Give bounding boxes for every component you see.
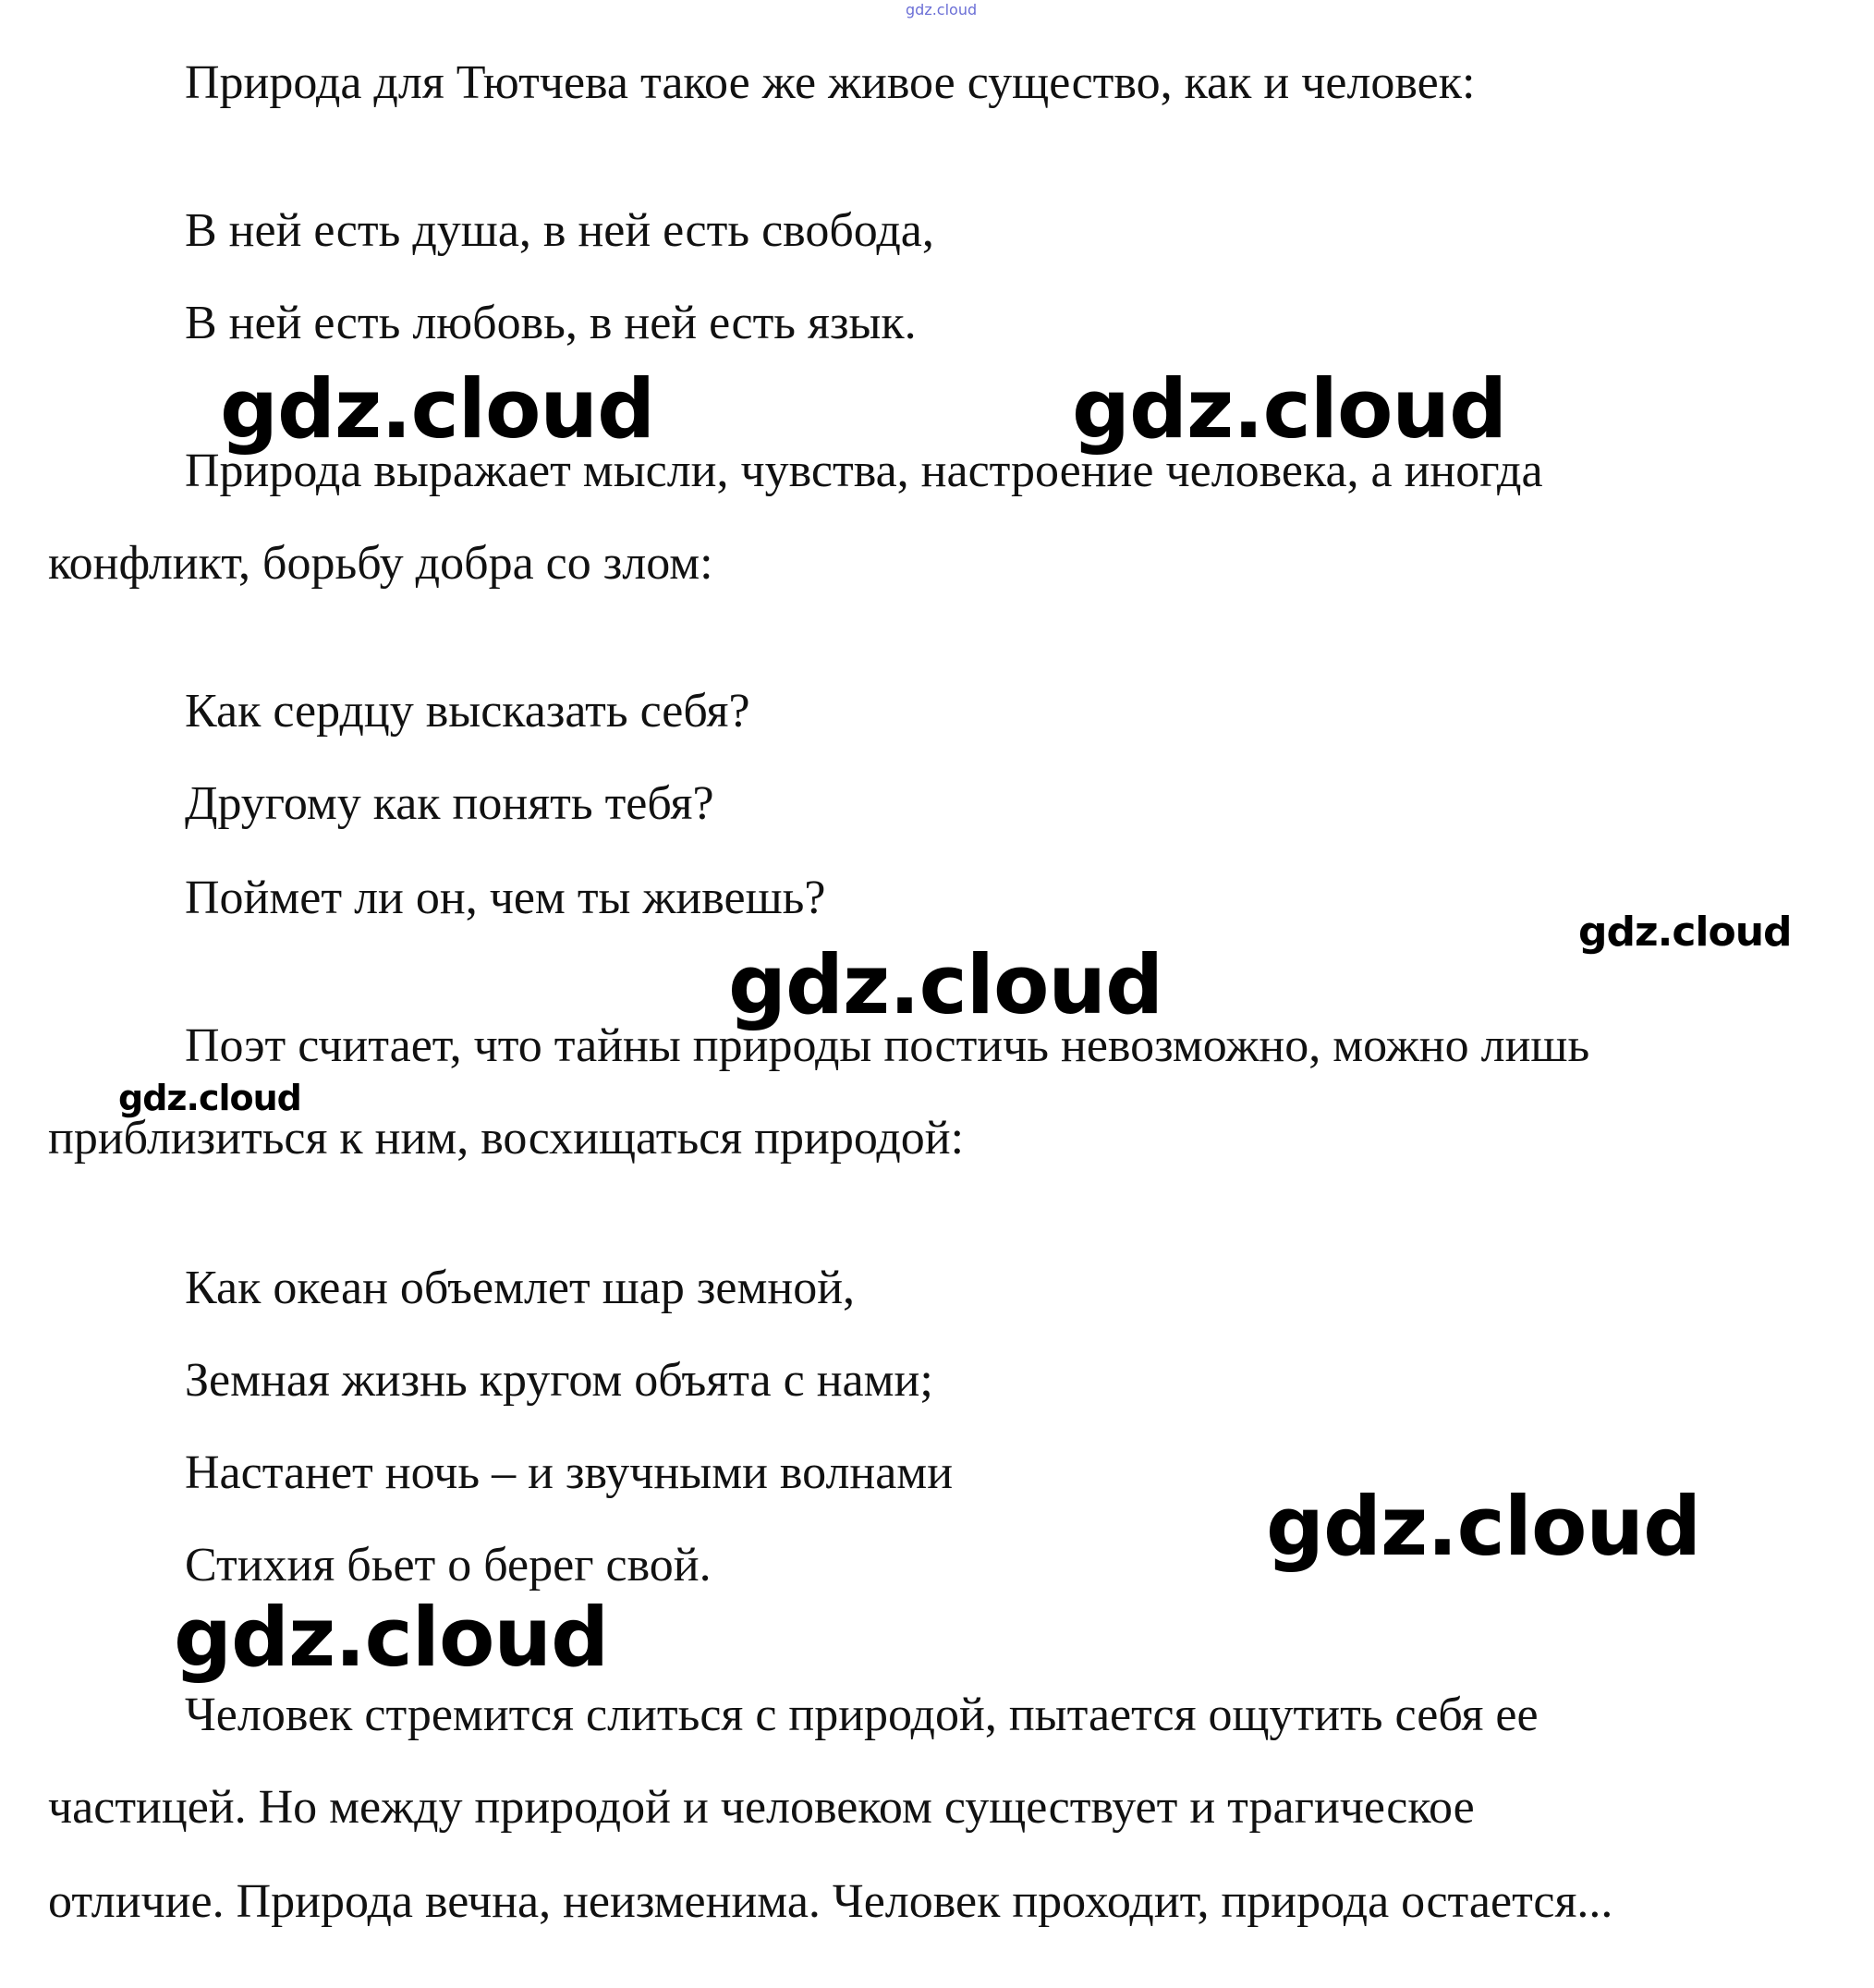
- watermark-3: gdz.cloud: [1578, 909, 1792, 956]
- paragraph-3-line-1: Поэт считает, что тайны природы постичь невозможно, можно лишь: [185, 1019, 1590, 1072]
- watermark-2: gdz.cloud: [1072, 361, 1507, 457]
- quote-1-line-2: В ней есть любовь, в ней есть язык.: [185, 297, 917, 349]
- watermark-7: gdz.cloud: [174, 1590, 609, 1685]
- watermark-6: gdz.cloud: [1266, 1479, 1701, 1574]
- paragraph-3-line-2: приблизиться к ним, восхищаться природой:: [48, 1112, 965, 1165]
- watermark-top: gdz.cloud: [906, 1, 978, 18]
- paragraph-4-line-2: частицей. Но между природой и человеком существует и трагическое: [48, 1781, 1475, 1834]
- quote-2-line-2: Другому как понять тебя?: [185, 777, 714, 830]
- quote-3-line-2: Земная жизнь кругом объята с нами;: [185, 1354, 933, 1407]
- paragraph-2-line-2: конфликт, борьбу добра со злом:: [48, 537, 713, 590]
- quote-2-line-1: Как сердцу высказать себя?: [185, 685, 750, 738]
- paragraph-2-line-1: Природа выражает мысли, чувства, настроение человека, а иногда: [185, 445, 1543, 497]
- quote-2-line-3: Поймет ли он, чем ты живешь?: [185, 872, 826, 924]
- watermark-4: gdz.cloud: [728, 937, 1163, 1032]
- watermark-5: gdz.cloud: [118, 1078, 301, 1118]
- paragraph-1: Природа для Тютчева такое же живое существо, как и человек:: [185, 56, 1476, 109]
- quote-1-line-1: В ней есть душа, в ней есть свобода,: [185, 204, 934, 257]
- quote-3-line-1: Как океан объемлет шар земной,: [185, 1262, 856, 1314]
- paragraph-4-line-1: Человек стремится слиться с природой, пытается ощутить себя ее: [185, 1689, 1539, 1741]
- watermark-1: gdz.cloud: [220, 361, 655, 457]
- quote-3-line-3: Настанет ночь – и звучными волнами: [185, 1446, 954, 1499]
- paragraph-4-line-3: отличие. Природа вечна, неизменима. Человек проходит, природа остается...: [48, 1875, 1613, 1928]
- quote-3-line-4: Стихия бьет о берег свой.: [185, 1539, 712, 1592]
